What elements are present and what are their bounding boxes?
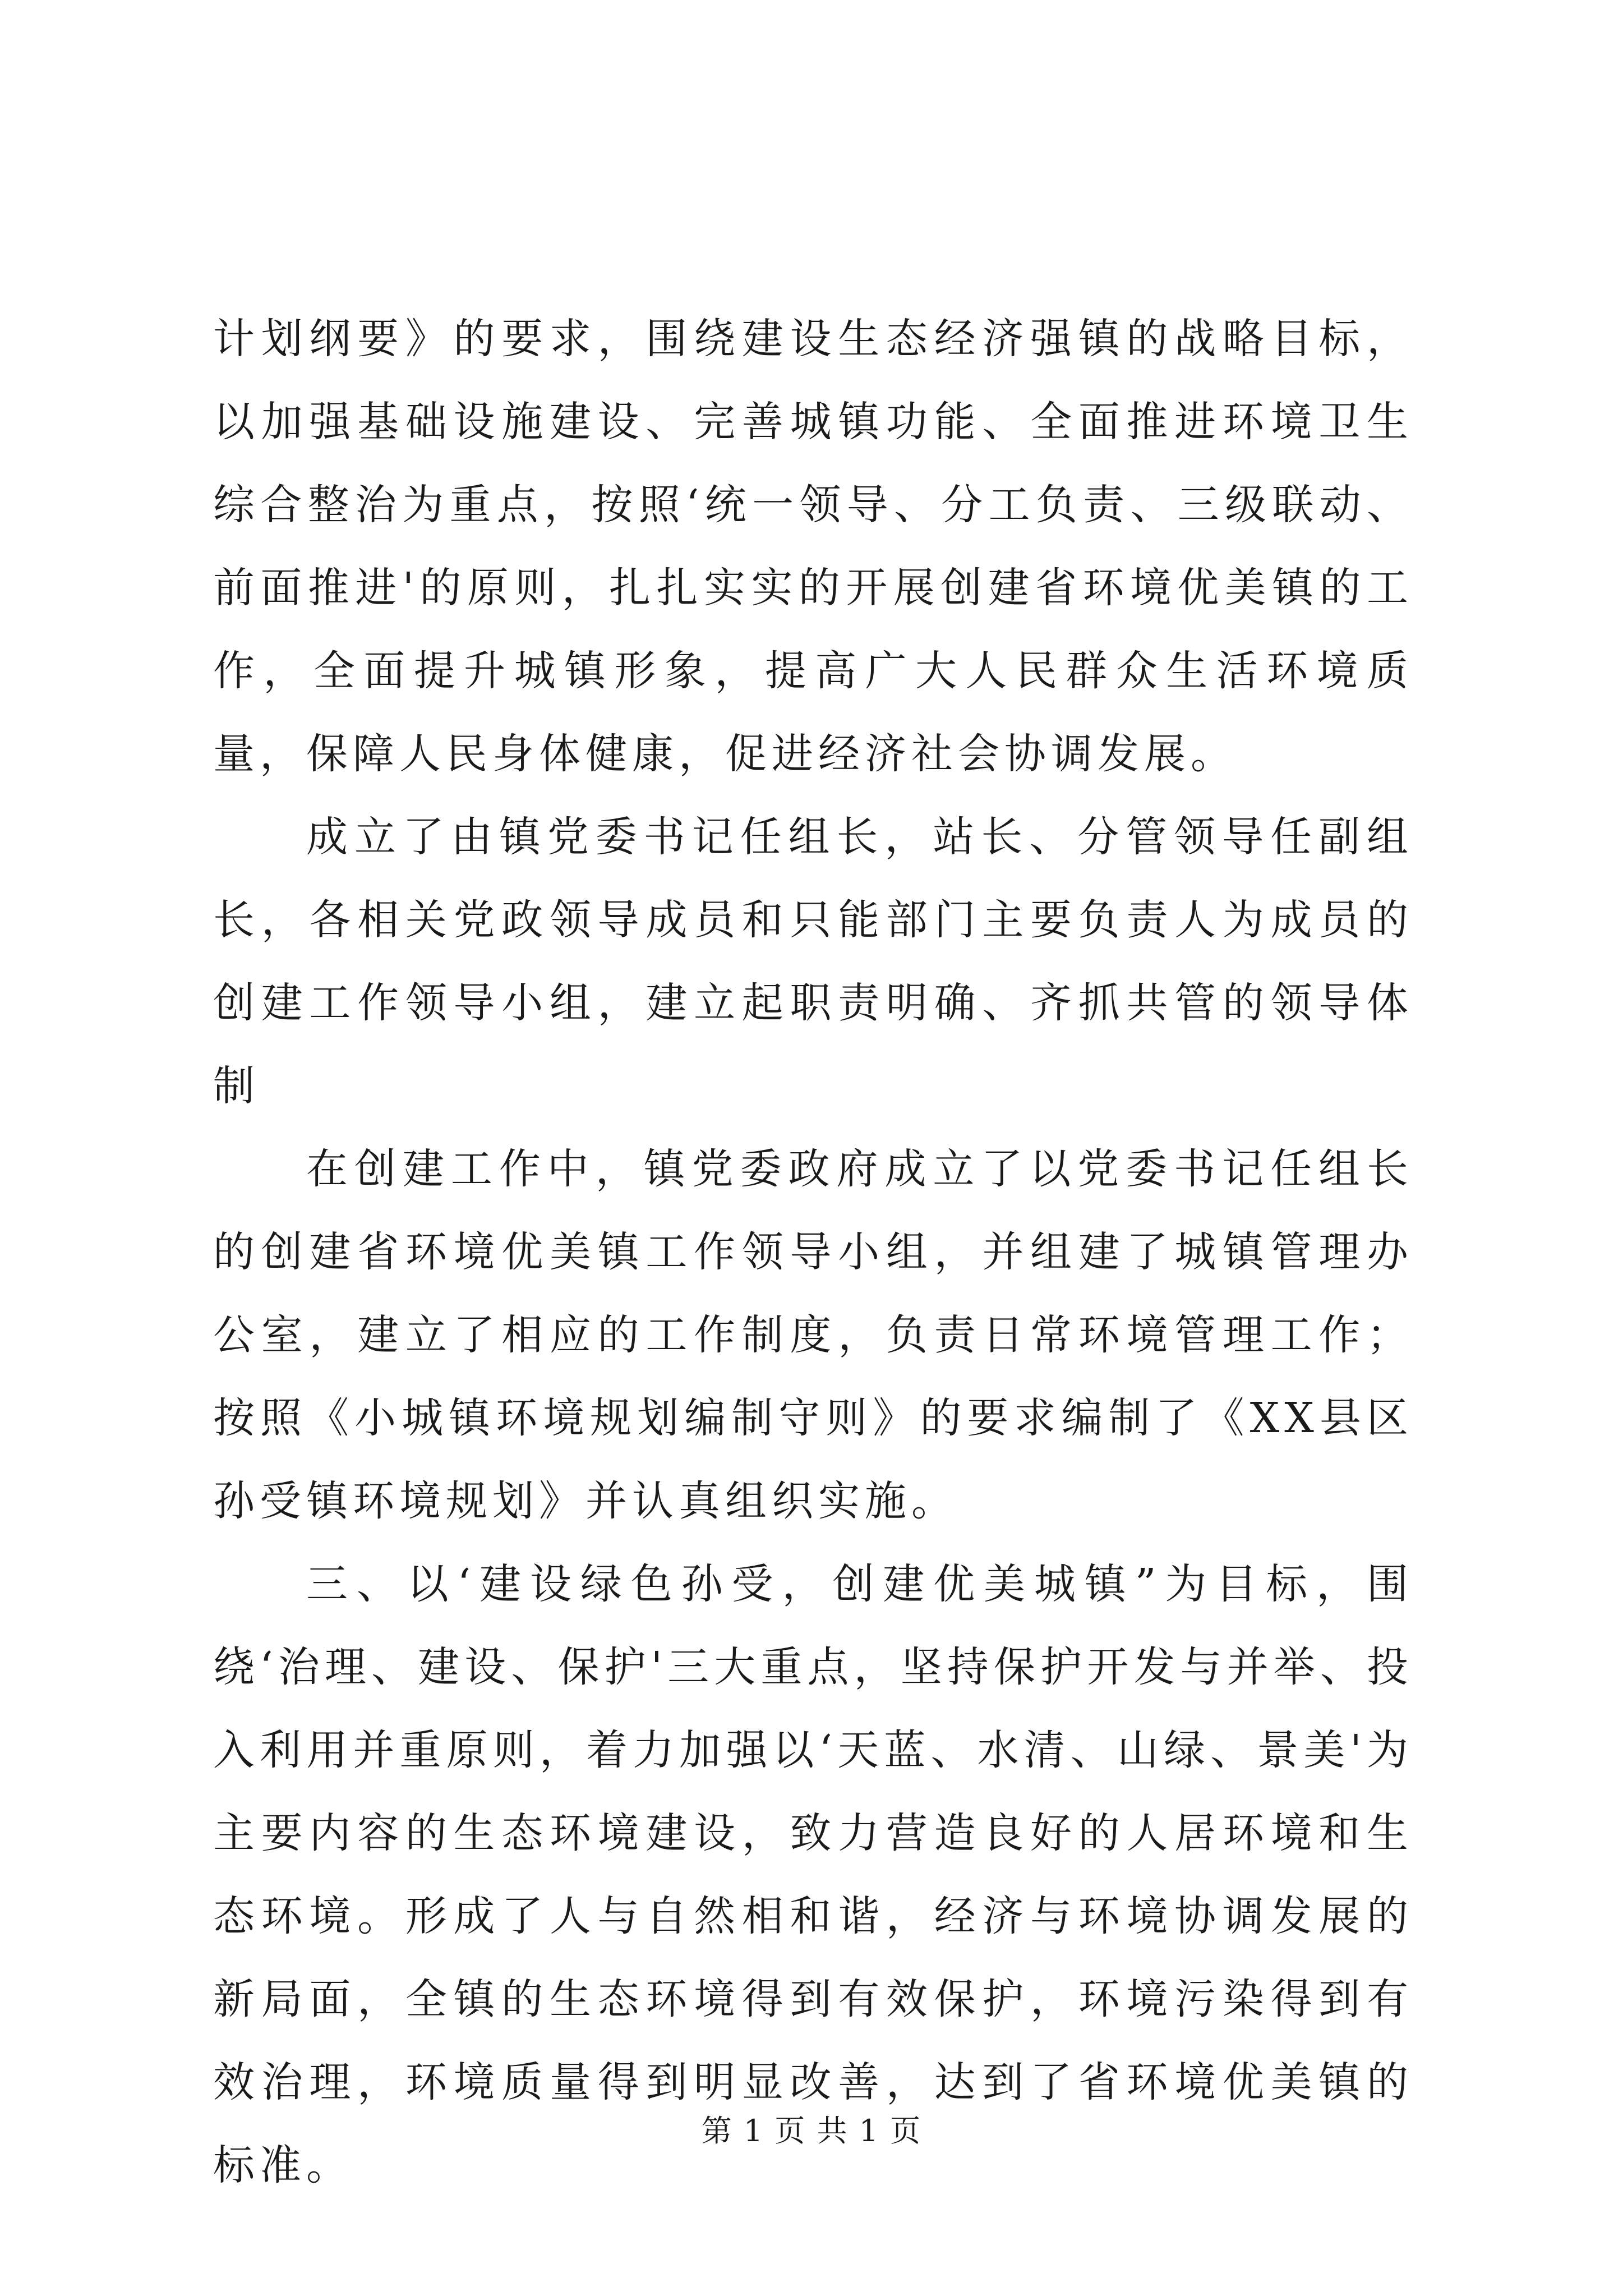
document-body xyxy=(213,297,1413,2207)
page-number-footer: 第 1 页 共 1 页 xyxy=(701,2113,922,2148)
paragraph-1: 计划纲要》的要求，围绕建设生态经济强镇的战略目标，以加强基础设施建设、完善城镇功能、全面推进环境卫生综合整治为重点，按照‘统一领导、分工负责、三级联动、前面推进'的原则，扎扎实实的开展创建省环境优美镇的工作，全面提升城镇形象，提高广大人民群众生活环境质量，保障人民身体健康，促进经济社会协调发展。 xyxy=(213,315,1413,778)
paragraph-3: 在创建工作中，镇党委政府成立了以党委书记任组长的创建省环境优美镇工作领导小组，并组建了城镇管理办公室，建立了相应的工作制度，负责日常环境管理工作；按照《小城镇环境规划编制守则》的要求编制了《XX县区孙受镇环境规划》并认真组织实施。 xyxy=(213,1145,1413,1525)
paragraph-2: 成立了由镇党委书记任组长，站长、分管领导任副组长，各相关党政领导成员和只能部门主要负责人为成员的创建工作领导小组，建立起职责明确、齐抓共管的领导体制 xyxy=(213,813,1413,1110)
paragraph-4: 三、以‘建设绿色孙受，创建优美城镇”为目标，围绕‘治理、建设、保护'三大重点，坚持保护开发与并举、投入利用并重原则，着力加强以‘天蓝、水清、山绿、景美'为主要内容的生态环境建设，致力营造良好的人居环境和生态环境。形成了人与自然相和谐，经济与环境协调发展的新局面，全镇的生态环境得到有效保护，环境污染得到有效治理，环境质量得到明显改善，达到了省环境优美镇的标准。 xyxy=(213,1560,1413,2189)
